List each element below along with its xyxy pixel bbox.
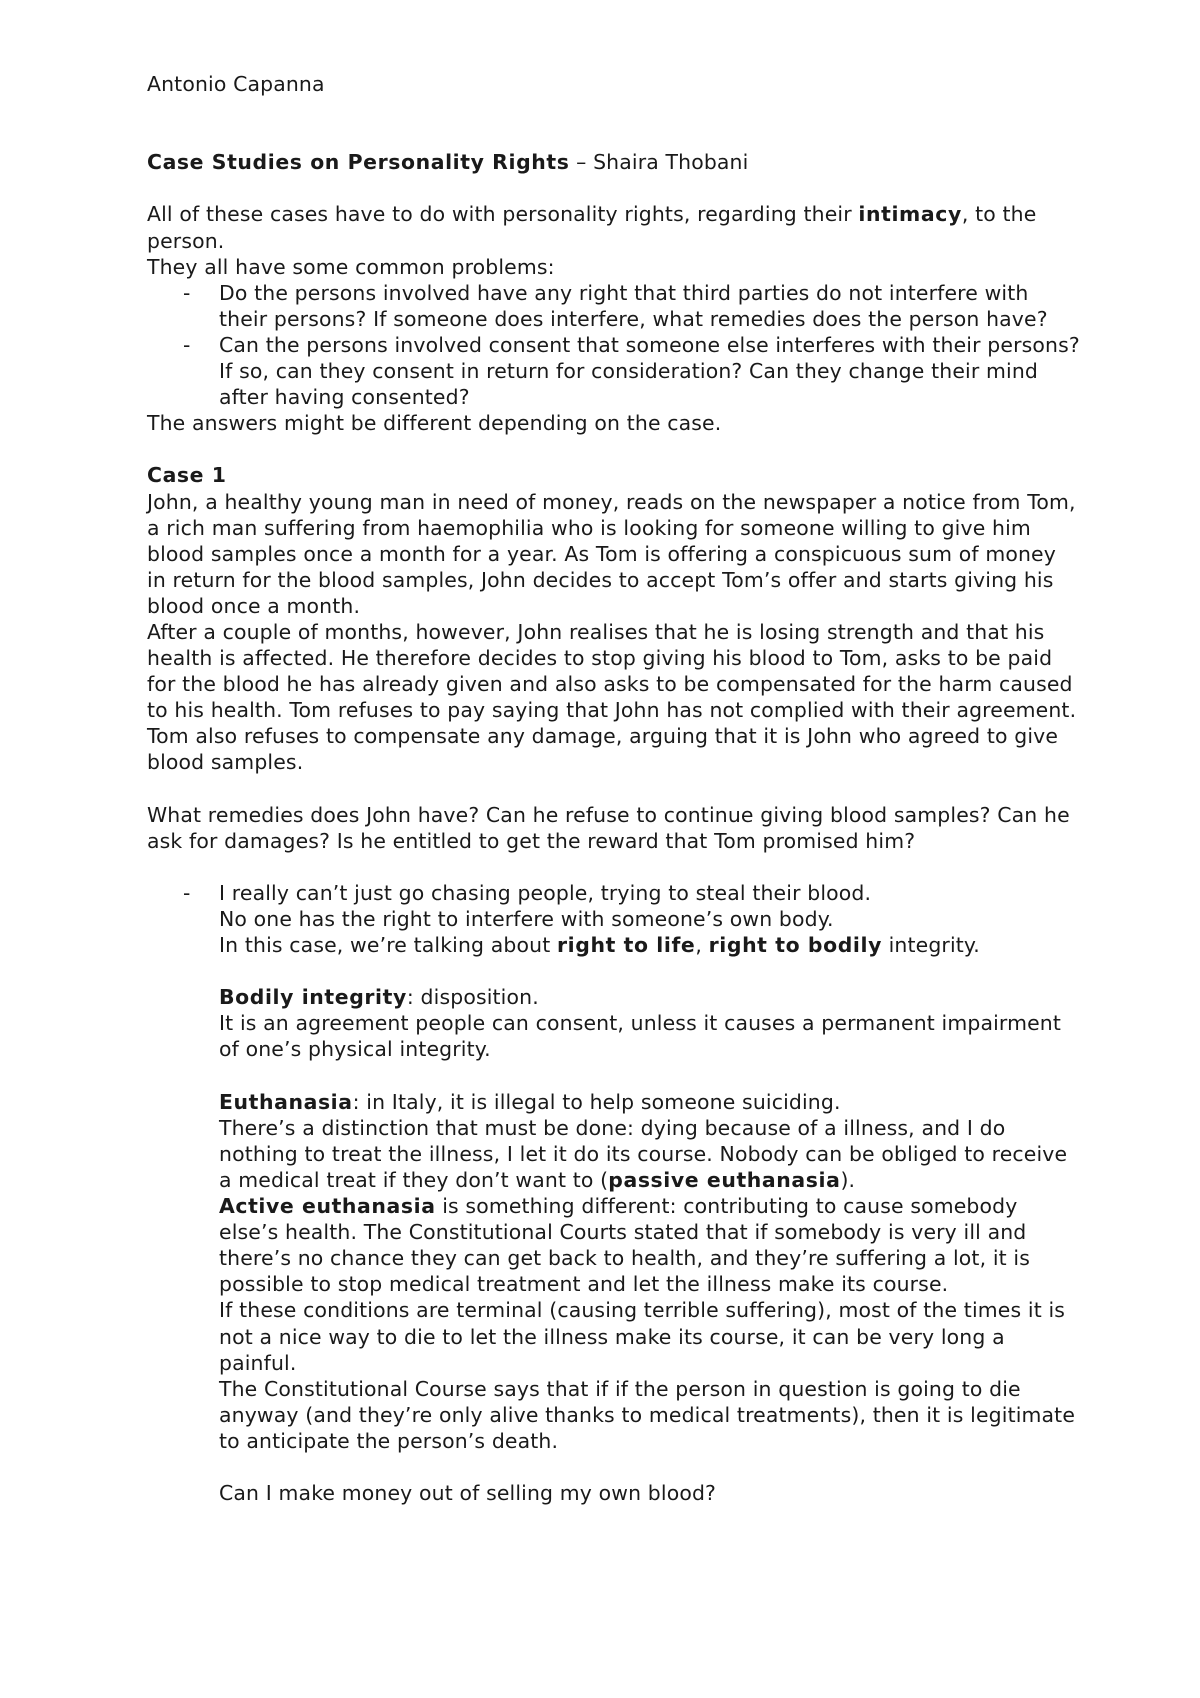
euthanasia-term: Euthanasia	[219, 1089, 353, 1114]
active-euthanasia-paragraph	[219, 1193, 1080, 1297]
title-bold: Case Studies on Personality Rights	[147, 150, 570, 175]
passive-euthanasia-post: ).	[840, 1167, 856, 1192]
intro-line-2: They all have some common problems:	[147, 254, 555, 279]
intro-line-3: The answers might be different depending on the case.	[147, 411, 722, 436]
euthanasia-line	[219, 1089, 1080, 1115]
passive-euthanasia-pre: There’s a distinction that must be done: dying because of a illness, and I do nothing to treat the illness, I let it do its course. Nobody can be obliged to receive a medical treat if they don’t want to (	[219, 1115, 1068, 1192]
intro-line-1-pre: All of these cases have to do with personality rights, regarding their	[147, 202, 859, 227]
notes-line-3-post: integrity.	[881, 933, 980, 958]
bodily-integrity-paragraph: It is an agreement people can consent, unless it causes a permanent impairment of one’s physical integrity.	[219, 1011, 1062, 1062]
notes-line-2: No one has the right to interfere with someone’s own body.	[219, 907, 834, 931]
case-1-paragraph-2: After a couple of months, however, John realises that he is losing strength and that his health is affected. He therefore decides to stop giving his blood to Tom, asks to be paid for the blood he has already given and also asks to be compensated for the harm caused to his health. Tom refuses to pay saying that John has not complied with their agreement. Tom also refuses to compensate any damage, arguing that it is John who agreed to give blood samples.	[147, 619, 1077, 775]
notes-bullet-text: I really can’t just go chasing people, trying to steal their blood.	[219, 880, 872, 905]
constitutional-course-paragraph: The Constitutional Course says that if if the person in question is going to die anyway (and they’re only alive thanks to medical treatments), then it is legitimate to anticipate the person’s death.	[219, 1376, 1076, 1453]
case-1-question: What remedies does John have? Can he refuse to continue giving blood samples? Can he ask for damages? Is he entitled to get the reward that Tom promised him?	[147, 802, 1070, 853]
euthanasia-rest: : in Italy, it is illegal to help someone suiciding.	[352, 1089, 841, 1114]
list-item-text: Can the persons involved consent that someone else interferes with their persons? If so, can they consent in return for consideration? Can they change their mind after having consented?	[219, 332, 1080, 410]
notes-line-3-bold-2: right to bodily	[708, 933, 882, 958]
active-euthanasia-term: Active euthanasia	[219, 1194, 436, 1219]
list-item	[147, 280, 1080, 332]
document-title	[147, 149, 1080, 175]
notes-line-3-pre: In this case, we’re talking about	[219, 933, 558, 958]
case-1-paragraph-1: John, a healthy young man in need of money, reads on the newspaper a notice from Tom, a rich man suffering from haemophilia who is looking for someone willing to give him blood samples once a month for a year. As Tom is offering a conspicuous sum of money in return for the blood samples, John decides to accept Tom’s offer and starts giving his blood once a month.	[147, 489, 1076, 618]
bodily-integrity-rest: : disposition.	[406, 985, 539, 1010]
dash-marker: -	[183, 280, 191, 305]
list-item	[147, 332, 1080, 410]
notes-body	[147, 906, 1080, 1506]
active-euthanasia-rest: is something different: contributing to cause somebody else’s health. The Constitutional Courts stated that if somebody is very ill and there’s no chance they can get back to health, and they’re suffering a lot, it is possible to stop medical treatment and let the illness make its course.	[219, 1194, 1031, 1297]
dash-marker: -	[183, 880, 191, 905]
dash-marker: -	[183, 332, 191, 357]
intro-line-1-bold: intimacy	[858, 202, 962, 227]
passive-euthanasia-paragraph	[219, 1115, 1080, 1193]
terminal-conditions-paragraph: If these conditions are terminal (causing terrible suffering), most of the times it is not a nice way to die to let the illness make its course, it can be very long a painful.	[219, 1298, 1066, 1375]
list-item-text: Do the persons involved have any right that third parties do not interfere with their persons? If someone does interfere, what remedies does the person have?	[219, 280, 1048, 331]
list-item	[147, 880, 1080, 906]
passive-euthanasia-term: passive euthanasia	[608, 1167, 841, 1192]
intro-line-1	[147, 201, 1080, 253]
title-rest: – Shaira Thobani	[569, 150, 749, 175]
case-1-heading: Case 1	[147, 463, 227, 488]
notes-line-3-mid: ,	[695, 933, 709, 958]
intro-line-1-post: , to the person.	[147, 202, 1037, 253]
notes-line-3	[219, 932, 1080, 958]
intro-bullet-list	[147, 280, 1080, 410]
bodily-integrity-term: Bodily integrity	[219, 985, 407, 1010]
notes-list	[147, 880, 1080, 906]
notes-line-3-bold-1: right to life	[557, 933, 696, 958]
final-question: Can I make money out of selling my own blood?	[219, 1481, 717, 1506]
author-name: Antonio Capanna	[147, 72, 325, 96]
bodily-integrity-line	[219, 984, 1080, 1010]
